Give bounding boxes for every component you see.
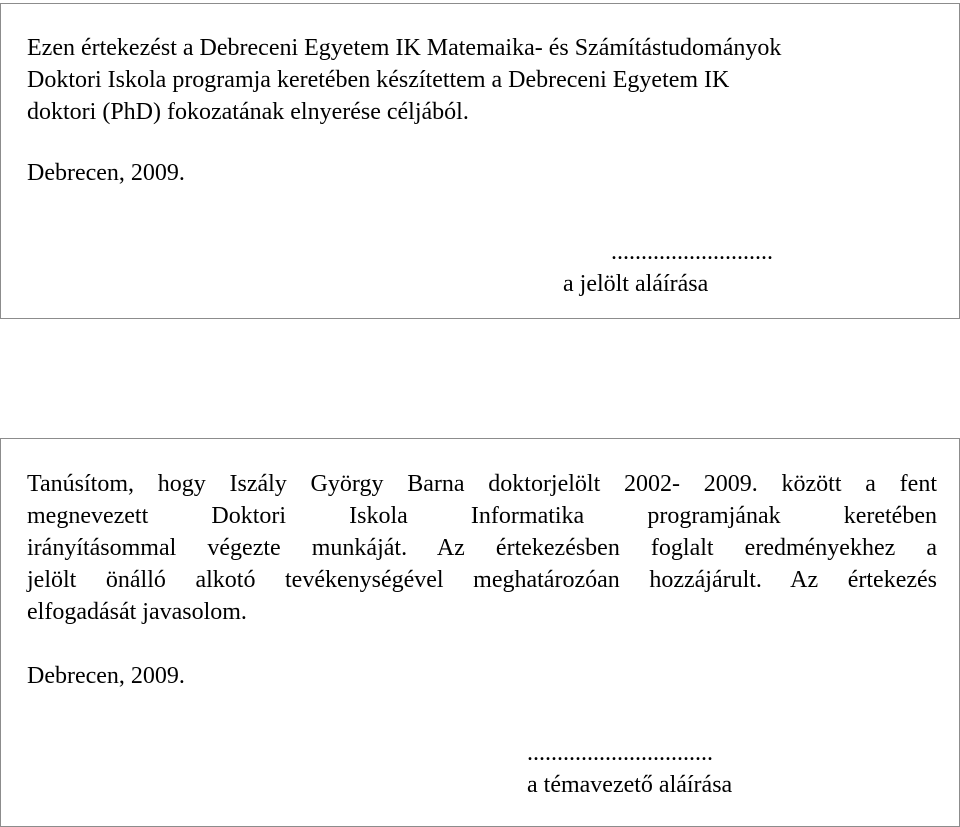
certification-line: megnevezett Doktori Iskola Informatika programjának keretében (27, 503, 937, 529)
certification-place-date: Debrecen, 2009. (27, 663, 185, 689)
certification-line: irányításommal végezte munkáját. Az értekezésben foglalt eredményekhez a (27, 535, 937, 561)
certification-line: elfogadását javasolom. (27, 599, 247, 625)
candidate-declaration-box (0, 3, 960, 319)
declaration-text (27, 32, 937, 128)
certification-line: Tanúsítom, hogy Iszály György Barna doktorjelölt 2002- 2009. között a fent (27, 471, 937, 497)
candidate-signature-label: a jelölt aláírása (563, 271, 709, 297)
declaration-line: doktori (PhD) fokozatának elnyerése céljából. (27, 99, 469, 125)
supervisor-signature-line: ............................... (527, 740, 713, 766)
supervisor-certification-box (0, 438, 960, 827)
supervisor-signature-label: a témavezető aláírása (527, 772, 733, 798)
candidate-signature-line: ........................... (611, 239, 773, 265)
certification-text (27, 468, 937, 628)
certification-line: jelölt önálló alkotó tevékenységével meghatározóan hozzájárult. Az értekezés (27, 567, 937, 593)
declaration-place-date: Debrecen, 2009. (27, 160, 185, 186)
declaration-line: Ezen értekezést a Debreceni Egyetem IK Matemaika- és Számítástudományok (27, 35, 782, 61)
declaration-line: Doktori Iskola programja keretében készítettem a Debreceni Egyetem IK (27, 67, 730, 93)
